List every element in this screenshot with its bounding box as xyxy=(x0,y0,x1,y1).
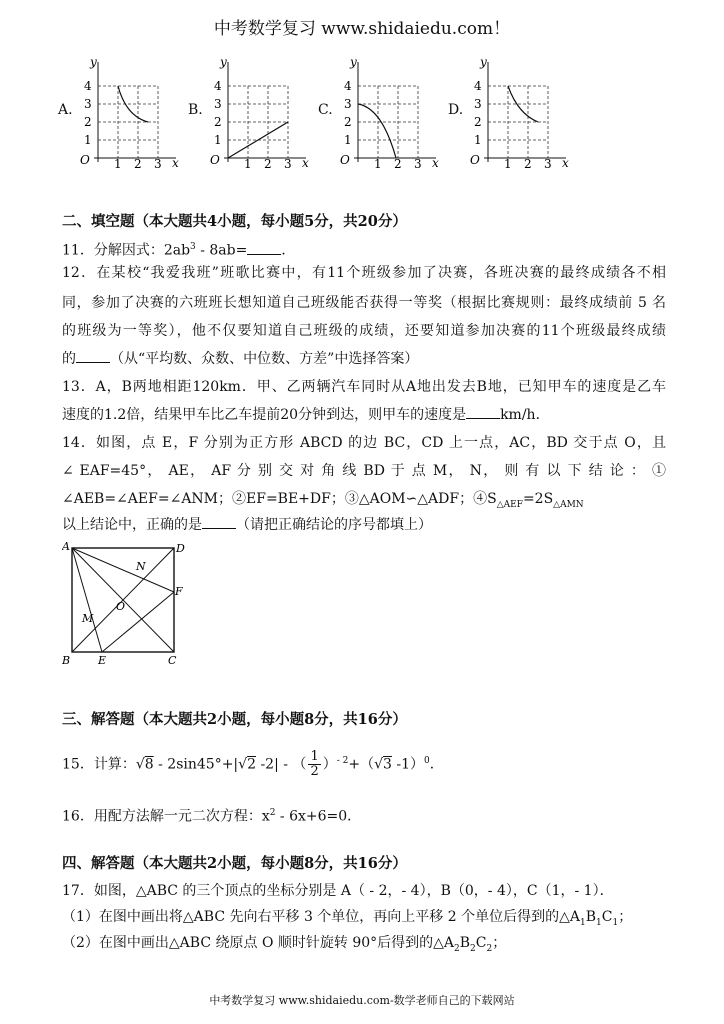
q11-end: ． xyxy=(281,242,296,259)
x-tick-label: 2 xyxy=(134,157,142,168)
q14-mid: =2S xyxy=(522,491,554,507)
fig-label-f: F xyxy=(175,585,183,598)
y-tick-label: 4 xyxy=(214,79,222,93)
q11-blank[interactable] xyxy=(247,240,281,255)
q15-r2: 2 xyxy=(247,756,256,773)
q15-exp2: 0 xyxy=(424,756,430,766)
q16-sup: 2 xyxy=(269,808,276,818)
origin-label: O xyxy=(80,153,90,167)
fig-label-e: E xyxy=(98,654,107,666)
q12-line1: 12．在某校“我爱我班”班歌比赛中，有11个班级参加了决赛，各班决赛的最终成绩各不相 xyxy=(62,265,666,281)
y-tick-label: 2 xyxy=(344,115,352,129)
origin-label: O xyxy=(340,153,350,167)
option-d xyxy=(448,56,588,176)
q15-part4: ） xyxy=(322,756,337,773)
y-tick-label: 4 xyxy=(474,79,482,93)
q17-l2-s2: 1 xyxy=(596,917,602,928)
sqrt-icon: √ xyxy=(135,756,145,773)
y-tick-label: 1 xyxy=(344,133,352,147)
q16-pre: 16．用配方法解一元二次方程：x xyxy=(62,808,270,825)
x-tick-label: 2 xyxy=(524,157,532,168)
fig-label-o: O xyxy=(116,600,126,613)
x-axis-label: x xyxy=(562,156,569,168)
q17-l2-b: B xyxy=(585,909,597,925)
q11-rest: - 8ab= xyxy=(195,242,248,259)
fig-label-d: D xyxy=(176,542,185,555)
origin-label: O xyxy=(470,153,480,167)
q12-line2: 同，参加了决赛的六班班长想知道自己班级能否获得一等奖（根据比赛规则：最终成绩前 5 名 xyxy=(62,295,666,311)
y-tick-label: 1 xyxy=(214,133,222,147)
x-tick-label: 3 xyxy=(414,157,422,168)
option-b-label: B. xyxy=(188,102,203,118)
q14-line4 xyxy=(62,512,666,538)
fig-label-n: N xyxy=(136,560,146,573)
option-d-label: D. xyxy=(448,102,464,118)
q15-lead: 15．计算： xyxy=(62,756,136,773)
graph-d xyxy=(466,56,576,168)
x-tick-label: 2 xyxy=(264,157,272,168)
x-axis-label: x xyxy=(302,156,309,168)
y-tick-label: 3 xyxy=(474,97,482,111)
square-figure xyxy=(62,540,192,666)
fig-label-c: C xyxy=(168,654,177,666)
section2-title: 二、填空题（本大题共4小题，每小题5分，共20分） xyxy=(62,213,407,230)
q11-lead: 11．分解因式：2ab xyxy=(62,242,191,259)
q17-l3-s2: 2 xyxy=(470,943,476,954)
fig-label-b: B xyxy=(62,654,71,666)
q15-end: ． xyxy=(429,756,444,773)
x-tick-label: 1 xyxy=(504,157,512,168)
fig-label-a: A xyxy=(62,540,70,553)
q12-pre: 的 xyxy=(62,351,76,367)
y-tick-label: 2 xyxy=(84,115,92,129)
q13-pre: 速度的1.2倍，结果甲车比乙车提前20分钟到达，则甲车的速度是 xyxy=(62,407,467,423)
x-tick-label: 3 xyxy=(154,157,162,168)
graph-b xyxy=(206,56,316,168)
q15-part6: -1） xyxy=(391,756,425,773)
graph-a xyxy=(76,56,186,168)
q17-line1: 17．如图，△ABC 的三个顶点的坐标分别是 A（ - 2，- 4），B（0，- 4），C（1，- 1）． xyxy=(62,883,614,899)
q12-line4 xyxy=(62,346,666,372)
q14-blank[interactable] xyxy=(202,514,236,529)
option-a xyxy=(58,56,198,176)
q17-l3-s1: 2 xyxy=(454,943,460,954)
y-tick-label: 1 xyxy=(84,133,92,147)
q13-post: km/h． xyxy=(500,407,550,423)
x-tick-label: 1 xyxy=(374,157,382,168)
q15-exp1: - 2 xyxy=(336,756,349,766)
q14-pre: ∠AEB=∠AEF=∠ANM；②EF=BE+DF；③△AOM∽△ADF；④S xyxy=(62,491,497,507)
q16 xyxy=(62,800,666,830)
x-tick-label: 3 xyxy=(284,157,292,168)
option-a-label: A. xyxy=(58,102,73,118)
section4-title: 四、解答题（本大题共2小题，每小题8分，共16分） xyxy=(62,855,407,872)
y-tick-label: 2 xyxy=(214,115,222,129)
q14-line1: 14．如图，点 E，F 分别为正方形 ABCD 的边 BC，CD 上一点，AC，BD 交于点 O，且 xyxy=(62,435,666,451)
q16-post: - 6x+6=0． xyxy=(275,808,362,825)
page-footer: 中考数学复习 www.shidaiedu.com-数学老师自己的下载网站 xyxy=(209,994,515,1007)
q14-line2: ∠ EAF=45°， AE， AF 分 别 交 对 角 线 BD 于 点 M， N， 则 有 以 下 结 论 ： ① xyxy=(62,463,666,479)
x-tick-label: 2 xyxy=(394,157,402,168)
q17-l2-s1: 1 xyxy=(580,917,586,928)
q15-part2: - 2sin45°+| xyxy=(153,756,239,773)
x-axis-label: x xyxy=(172,156,179,168)
q17-l3-c: C xyxy=(475,935,487,951)
y-axis-label: y xyxy=(480,56,487,69)
y-tick-label: 1 xyxy=(474,133,482,147)
q17-l3-b: B xyxy=(459,935,471,951)
q14-pre2: 以上结论中，正确的是 xyxy=(62,517,202,533)
y-axis-label: y xyxy=(350,56,357,69)
q14-post: （请把正确结论的序号都填上） xyxy=(236,517,432,533)
q17-l2-c: C xyxy=(601,909,613,925)
sqrt-icon: √ xyxy=(374,756,384,773)
q17-l2-pre: （1）在图中画出将△ABC 先向右平移 3 个单位，再向上平移 2 个单位后得到的△A xyxy=(62,909,580,925)
y-tick-label: 4 xyxy=(344,79,352,93)
sqrt-icon: √ xyxy=(238,756,248,773)
q14-sub2: △AMN xyxy=(553,499,584,510)
option-c-label: C. xyxy=(318,102,333,118)
y-axis-label: y xyxy=(220,56,227,69)
q12-line3: 的班级为一等奖），他不仅要知道自己班级的成绩，还要知道参加决赛的11个班级最终成绩 xyxy=(62,323,666,339)
x-axis-label: x xyxy=(432,156,439,168)
y-tick-label: 3 xyxy=(344,97,352,111)
q13-line1: 13．A，B两地相距120km．甲、乙两辆汽车同时从A地出发去B地，已知甲车的速度是乙车 xyxy=(62,379,666,395)
q13-line2 xyxy=(62,402,666,428)
q13-blank[interactable] xyxy=(466,404,500,419)
graph-options xyxy=(58,56,658,176)
q15-den: 2 xyxy=(310,764,319,780)
q17-l3-pre: （2）在图中画出△ABC 绕原点 O 顺时针旋转 90°后得到的△A xyxy=(62,935,455,951)
y-axis-label: y xyxy=(90,56,97,69)
section3-title: 三、解答题（本大题共2小题，每小题8分，共16分） xyxy=(62,711,407,728)
q17-l3-end: ； xyxy=(492,935,507,951)
graph-c xyxy=(336,56,446,168)
option-c xyxy=(318,56,458,176)
q17-l2-s3: 1 xyxy=(612,917,619,928)
q15-r1: 8 xyxy=(144,756,154,773)
q14-sub1: △AEF xyxy=(496,499,523,510)
page-header: 中考数学复习 www.shidaiedu.com！ xyxy=(213,19,511,39)
q15 xyxy=(62,748,666,779)
q15-num: 1 xyxy=(310,749,319,765)
q15-part3: -2| - （ xyxy=(256,756,307,773)
q15-part5: +（ xyxy=(348,756,375,773)
q15-r3: 3 xyxy=(383,756,392,773)
origin-label: O xyxy=(210,153,220,167)
q17-l3-s3: 2 xyxy=(486,943,493,954)
q12-blank[interactable] xyxy=(76,348,110,363)
y-tick-label: 4 xyxy=(84,79,92,93)
y-tick-label: 2 xyxy=(474,115,482,129)
x-tick-label: 1 xyxy=(114,157,122,168)
q15-fraction xyxy=(308,750,320,779)
q17-line3 xyxy=(62,930,666,962)
y-tick-label: 3 xyxy=(214,97,222,111)
y-tick-label: 3 xyxy=(84,97,92,111)
q12-post: （从“平均数、众数、中位数、方差”中选择答案） xyxy=(110,351,419,367)
q11-sup: 3 xyxy=(190,242,196,252)
option-b xyxy=(188,56,328,176)
x-tick-label: 3 xyxy=(544,157,552,168)
q17-l2-end: ； xyxy=(618,909,633,925)
fig-label-m: M xyxy=(82,612,94,625)
x-tick-label: 1 xyxy=(244,157,252,168)
